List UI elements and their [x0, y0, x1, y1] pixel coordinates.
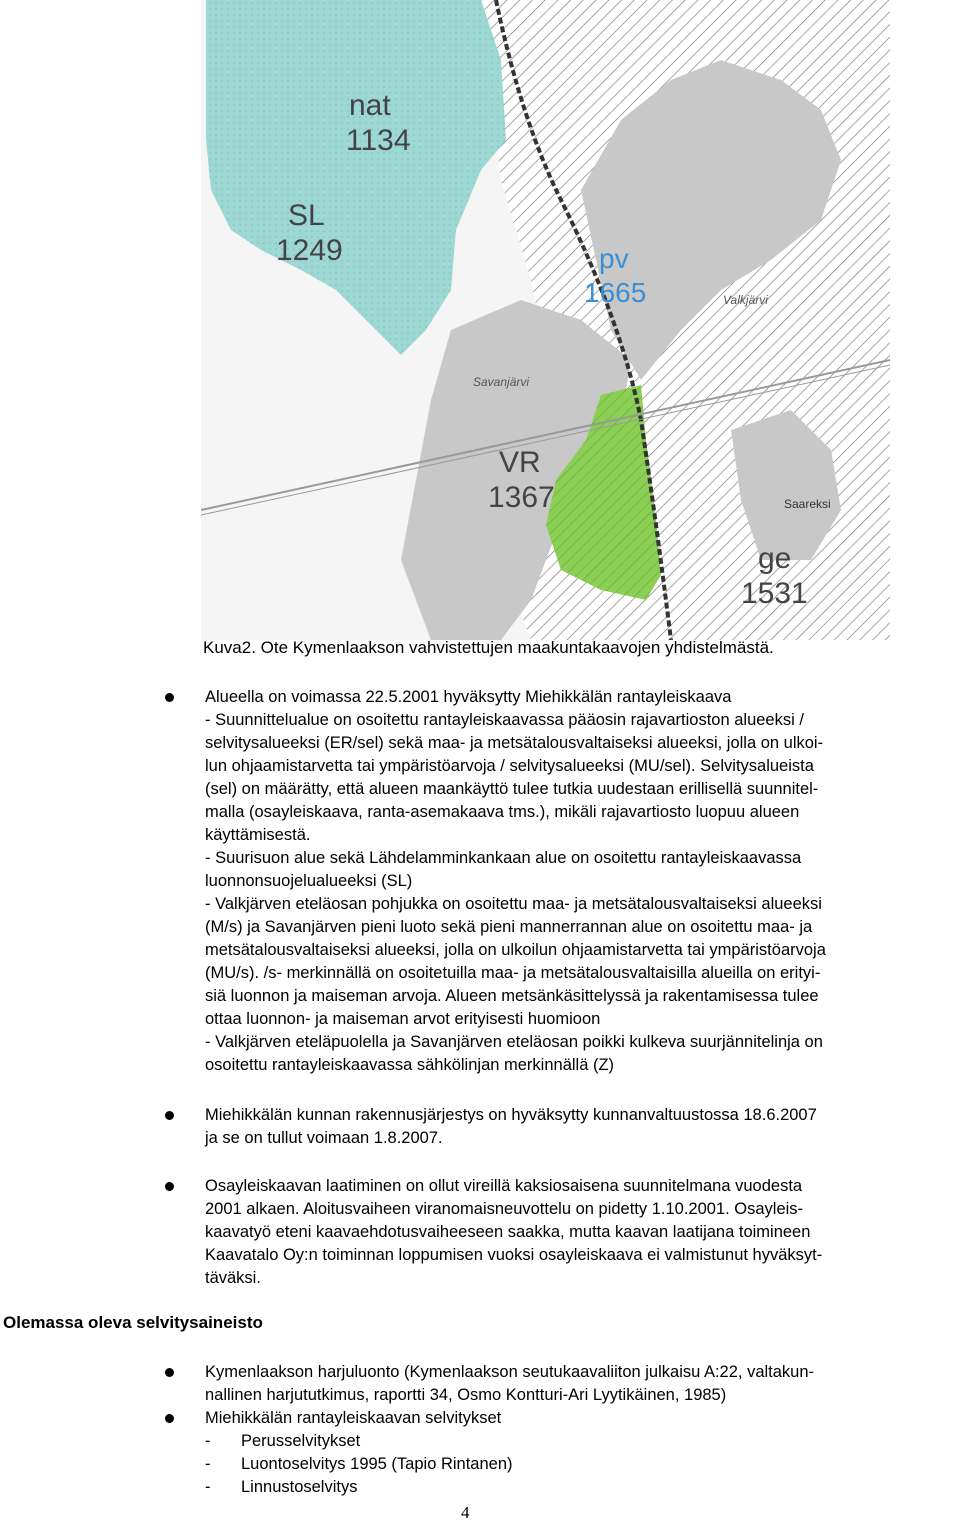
- bullet-1: [165, 693, 174, 702]
- text-line: siä luonnon ja maiseman arvoja. Alueen metsänkäsittelyssä ja rakentamisessa tulee: [205, 987, 819, 1005]
- section-2: [205, 1104, 960, 1150]
- text-line: metsätalousvaltaiseksi alueeksi, jolla on ulkoilun ohjaamistarvetta tai ympäristöarvoja: [205, 941, 826, 959]
- section-5: [205, 1407, 960, 1430]
- text-line: Kaavatalo Oy:n toiminnan loppumisen vuoksi osayleiskaava ei valmistunut hyväksyt-: [205, 1246, 823, 1264]
- text-line: Alueella on voimassa 22.5.2001 hyväksytty Miehikkälän rantayleiskaava: [205, 688, 732, 706]
- text-line: (MU/s). /s- merkinnällä on osoitetuilla maa- ja metsätalousvaltaisilla alueilla on erityi-: [205, 964, 821, 982]
- text-line: - Valkjärven eteläosan pohjukka on osoitettu maa- ja metsätalousvaltaiseksi alueeksi: [205, 895, 822, 913]
- map-label-ge-num: 1531: [741, 577, 808, 610]
- section-1: [205, 686, 960, 1077]
- section-4: [205, 1361, 960, 1407]
- text-line: Osayleiskaavan laatiminen on ollut vireillä kaksiosaisena suunnitelmana vuodesta: [205, 1177, 803, 1195]
- dash: -: [205, 1478, 211, 1496]
- text-line: 2001 alkaen. Aloitusvaiheen viranomaisneuvottelu on pidetty 1.10.2001. Osayleis-: [205, 1200, 804, 1218]
- map-label-saareksi: Saareksi: [784, 497, 831, 511]
- text-line: (M/s) ja Savanjärven pieni luoto sekä pieni mannerrannan alue on osoitettu maa- ja: [205, 918, 813, 936]
- text-line: osoitettu rantayleiskaavassa sähkölinjan merkinnällä (Z): [205, 1056, 615, 1074]
- text-line: luonnonsuojelualueeksi (SL): [205, 872, 413, 890]
- map-label-sl-num: 1249: [276, 234, 343, 267]
- text-line: selvitysalueeksi (ER/sel) sekä maa- ja metsätalousvaltaiseksi alueeksi, jolla on ulkoi-: [205, 734, 824, 752]
- text-line: - Suunnittelualue on osoitettu rantayleiskaavassa pääosin rajavartioston alueeksi /: [205, 711, 804, 729]
- dash: -: [205, 1432, 211, 1450]
- text-line: nallinen harjututkimus, raportti 34, Osmo Kontturi-Ari Lyytikäinen, 1985): [205, 1386, 727, 1404]
- subitem-label: Linnustoselvitys: [241, 1478, 358, 1496]
- bullet-4: [165, 1368, 174, 1377]
- text-line: Miehikkälän kunnan rakennusjärjestys on hyväksytty kunnanvaltuustossa 18.6.2007: [205, 1106, 817, 1124]
- text-line: täväksi.: [205, 1269, 261, 1287]
- text-line: - Valkjärven eteläpuolella ja Savanjärven eteläosan poikki kulkeva suurjännitelinja on: [205, 1033, 823, 1051]
- subitem-label: Luontoselvitys 1995 (Tapio Rintanen): [241, 1455, 513, 1473]
- map-label-ge: ge: [758, 542, 792, 575]
- map-label-vr-num: 1367: [488, 481, 555, 514]
- text-line: malla (osayleiskaava, ranta-asemakaava tms.), mikäli rajavartiosto luopuu alueen: [205, 803, 800, 821]
- subitem: [205, 1453, 513, 1476]
- map-label-vr: VR: [499, 446, 541, 479]
- subitem: [205, 1430, 360, 1453]
- text-line: - Suurisuon alue sekä Lähdelamminkankaan alue on osoitettu rantayleiskaavassa: [205, 849, 802, 867]
- text-line: käyttämisestä.: [205, 826, 311, 844]
- text-line: ottaa luonnon- ja maiseman arvot erityisesti huomioon: [205, 1010, 601, 1028]
- bullet-5: [165, 1414, 174, 1423]
- section-heading: Olemassa oleva selvitysaineisto: [3, 1313, 263, 1332]
- text-line: (sel) on määrätty, että alueen maankäyttö tulee tutkia uudestaan erillisellä suunnitel-: [205, 780, 819, 798]
- map-label-sl: SL: [288, 199, 325, 232]
- text-line: Miehikkälän rantayleiskaavan selvitykset: [205, 1409, 502, 1427]
- figure-caption: Kuva2. Ote Kymenlaakson vahvistettujen maakuntakaavojen yhdistelmästä.: [203, 638, 774, 657]
- map-label-pv-num: 1665: [584, 277, 647, 308]
- text-line: ja se on tullut voimaan 1.8.2007.: [205, 1129, 443, 1147]
- map-label-valkjarvi: Valkjärvi: [723, 293, 768, 307]
- text-line: lun ohjaamistarvetta tai ympäristöarvoja / selvitysalueeksi (MU/sel). Selvitysalueista: [205, 757, 814, 775]
- subitem: [205, 1476, 357, 1499]
- map-label-nat-num: 1134: [346, 124, 411, 157]
- plan-map: [201, 0, 890, 640]
- bullet-3: [165, 1182, 174, 1191]
- bullet-2: [165, 1111, 174, 1120]
- subitem-label: Perusselvitykset: [241, 1432, 361, 1450]
- page-number: 4: [461, 1503, 470, 1522]
- text-line: Kymenlaakson harjuluonto (Kymenlaakson seutukaavaliiton julkaisu A:22, valtakun-: [205, 1363, 815, 1381]
- section-3: [205, 1175, 960, 1290]
- map-label-pv: pv: [599, 243, 629, 274]
- dash: -: [205, 1455, 211, 1473]
- map-label-savanjarvi: Savanjärvi: [473, 375, 530, 389]
- text-line: kaavatyö eteni kaavaehdotusvaiheeseen saakka, mutta kaavan laatijana toimineen: [205, 1223, 811, 1241]
- map-label-nat: nat: [349, 89, 391, 122]
